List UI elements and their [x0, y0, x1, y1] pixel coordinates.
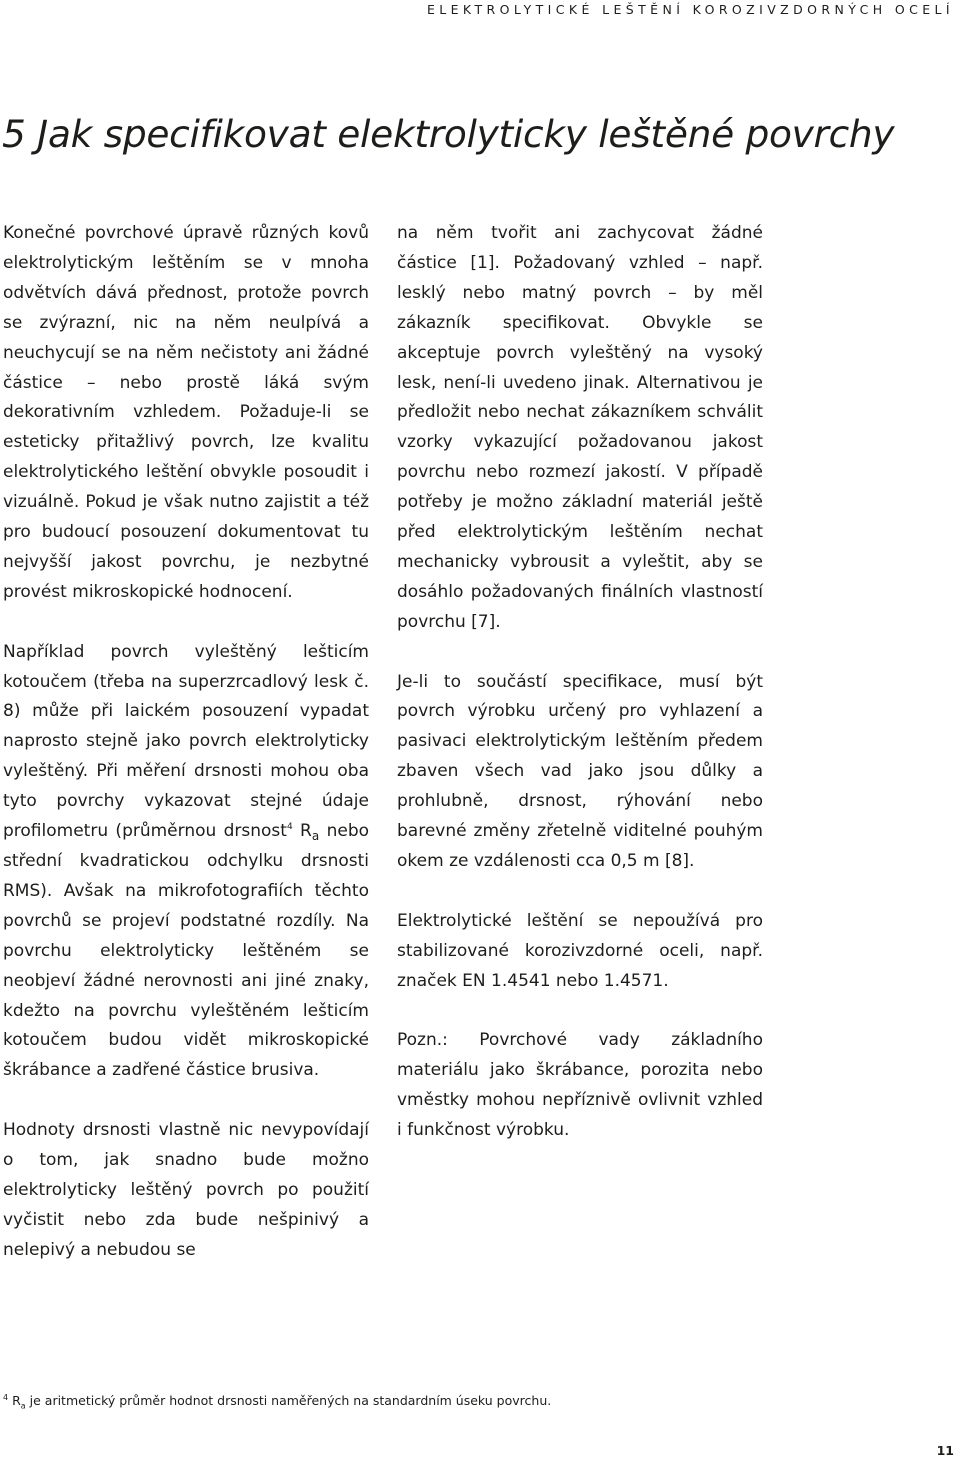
paragraph: na něm tvořit ani zachycovat žádné částice [1]. Požadovaný vzhled – např. lesklý nebo matný povrch – by měl zákazník specifikovat. Obvykle se akceptuje povrch vyleštěný na vysoký lesk, není-li uvedeno jinak. Alternativou je předložit nebo nechat zákazníkem schválit vzorky vykazující požadovanou jakost povrchu nebo rozmezí jakostí. V případě potřeby je možno základní materiál ještě před elektrolytickým leštěním nechat mechanicky vybrousit a vyleštit, aby se dosáhlo požadovaných finálních vlastností povrchu [7]. — [397, 223, 763, 632]
paragraph: Hodnoty drsnosti vlastně nic nevypovídají o tom, jak snadno bude možno elektrolyticky leštěný povrch po použití vyčistit nebo zda bude nešpinivý a nelepivý a nebudou se — [3, 1120, 369, 1260]
paragraph-text: nebo střední kvadratickou odchylku drsnosti RMS). Avšak na mikrofotografiích těchto povrchů se projeví podstatné rozdíly. Na povrchu elektrolyticky leštěném se neobjeví žádné nerovnosti ani jiné znaky, kdežto na povrchu vyleštěném lešticím kotoučem budou vidět mikroskopické škrábance a zadřené částice brusiva. — [3, 821, 370, 1081]
paragraph: Konečné povrchové úpravě různých kovů elektrolytickým leštěním se v mnoha odvětvích dává přednost, protože povrch se zvýrazní, nic na něm neulpívá a neuchycují se na něm nečistoty ani žádné částice – nebo prostě láká svým dekorativním vzhledem. Požaduje-li se esteticky přitažlivý povrch, lze kvalitu elektrolytického leštění obvykle posoudit i vizuálně. Pokud je však nutno zajistit a též pro budoucí posouzení dokumentovat tu nejvyšší jakost povrchu, je nezbytné provést mikroskopické hodnocení. — [3, 223, 369, 602]
paragraph-text: Například povrch vyleštěný lešticím kotoučem (třeba na superzrcadlový lesk č. 8) může při laickém posouzení vypadat naprosto stejně jako povrch elektrolyticky vyleštěný. Při měření drsnosti mohou oba tyto povrchy vykazovat stejné údaje profilometru (průměrnou drsnost — [3, 641, 369, 842]
roughness-symbol: R — [292, 821, 312, 842]
running-header: ELEKTROLYTICKÉ LEŠTĚNÍ KOROZIVZDORNÝCH OCELÍ — [426, 2, 954, 17]
right-column — [397, 219, 763, 1146]
page-title: 5 Jak specifikovat elektrolyticky leštěné povrchy — [2, 112, 895, 156]
footnote-text: je aritmetický průměr hodnot drsnosti naměřených na standardním úseku povrchu. — [25, 1393, 552, 1408]
footnote-mark: 4 — [3, 1393, 9, 1402]
left-column — [3, 219, 369, 1266]
paragraph — [3, 638, 369, 1087]
page-number: 11 — [936, 1443, 954, 1458]
paragraph: Elektrolytické leštění se nepoužívá pro stabilizované korozivzdorné oceli, např. značek EN 1.4541 nebo 1.4571. — [397, 910, 763, 991]
roughness-subscript: a — [311, 829, 320, 844]
footnote — [3, 1389, 551, 1416]
paragraph: Je-li to součástí specifikace, musí být povrch výrobku určený pro vyhlazení a pasivaci elektrolytickým leštěním předem zbaven všech vad jako jsou důlky a prohlubně, drsnost, rýhování nebo barevné změny zřetelně viditelné pouhým okem ze vzdálenosti cca 0,5 m [8]. — [397, 671, 763, 872]
paragraph: Pozn.: Povrchové vady základního materiálu jako škrábance, porozita nebo vměstky mohou nepříznivě ovlivnit vzhled i funkčnost výrobku. — [397, 1030, 763, 1141]
footnote-subscript: a — [20, 1401, 26, 1411]
footnote-reference[interactable]: 4 — [286, 822, 293, 833]
footnote-symbol: R — [12, 1393, 21, 1408]
